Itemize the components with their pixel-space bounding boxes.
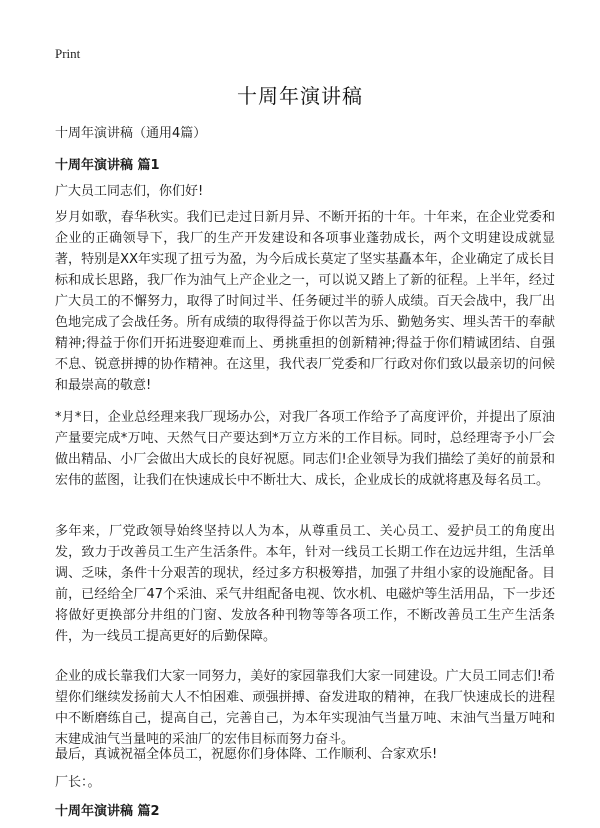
print-label[interactable]: Print [55, 46, 81, 61]
paragraph-1: 岁月如歌，春华秋实。我们已走过日新月异、不断开拓的十年。十年来，在企业党委和企业的正确领导下，我厂的生产开发建设和各项事业蓬勃成长，两个文明建设成就显著，特别是XX年实现了扭亏为盈，为今后成长莫定了坚实基矗本年，企业确定了成长目标和成长思路，我厂作为油气上产企业之一，可以说又踏上了新的征程。上半年，经过广大员工的不懈努力，取得了时间过半、任务硬过半的骄人成绩。百天会战中，我厂出色地完成了会战任务。所有成绩的取得得益于你以苦为乐、勤勉务实、埋头苦干的奉献精神;得益于你们开拓进娶迎难而上、勇挑重担的创新精神;得益于你们精诚团结、自强不息、锐意拼搏的协作精神。在这里，我代表厂党委和厂行政对你们致以最亲切的问候和最崇高的敬意! [55, 210, 555, 393]
page-title: 十周年演讲稿 [237, 84, 363, 108]
greeting-text: 广大员工同志们，你们好! [55, 184, 204, 199]
signature-text: 厂长：。 [55, 775, 101, 790]
section-heading-1: 十周年演讲稿 篇1 [55, 158, 160, 173]
paragraph-3: 多年来，厂党政领导始终坚持以人为本，从尊重员工、关心员工、爱护员工的角度出发，致力于改善员工生产生活条件。本年，针对一线员工长期工作在边远井组，生活单调、乏味，条件十分艰苦的现状，经过多方积极筹措，加强了井组小家的设施配备。目前，已经给全厂47个采油、采气井组配备电视、饮水机、电磁炉等生活用品，下一步还将做好更换部分井组的门窗、发放各种刊物等等各项工作，不断改善员工生产生活条件，为一线员工提高更好的后勤保障。 [55, 524, 555, 644]
section-heading-2: 十周年演讲稿 篇2 [55, 804, 160, 819]
closing-text: 最后，真诚祝福全体员工，祝愿你们身体降、工作顺利、合家欢乐! [55, 747, 438, 762]
paragraph-4: 企业的成长靠我们大家一同努力，美好的家园靠我们大家一同建设。广大员工同志们!希望你们继续发扬前大人不怕困难、顽强拼搏、奋发进取的精神，在我厂快速成长的进程中不断磨练自己，提高自己，完善自己，为本年实现油气当量万吨、末油气当量万吨和末建成油气当量吨的采油厂的宏伟目标而努力奋斗。 [55, 669, 555, 747]
paragraph-2: *月*日，企业总经理来我厂现场办公，对我厂各项工作给予了高度评价，并提出了原油产量要完成*万吨、天然气日产要达到*万立方米的工作目标。同时，总经理寄予小厂会做出精品、小厂会做出大成长的良好祝愿。同志们!企业领导为我们描绘了美好的前景和宏伟的蓝图，让我们在快速成长中不断壮大、成长，企业成长的成就将惠及每名员工。 [55, 410, 555, 488]
document-subtitle: 十周年演讲稿（通用4篇） [55, 126, 207, 141]
